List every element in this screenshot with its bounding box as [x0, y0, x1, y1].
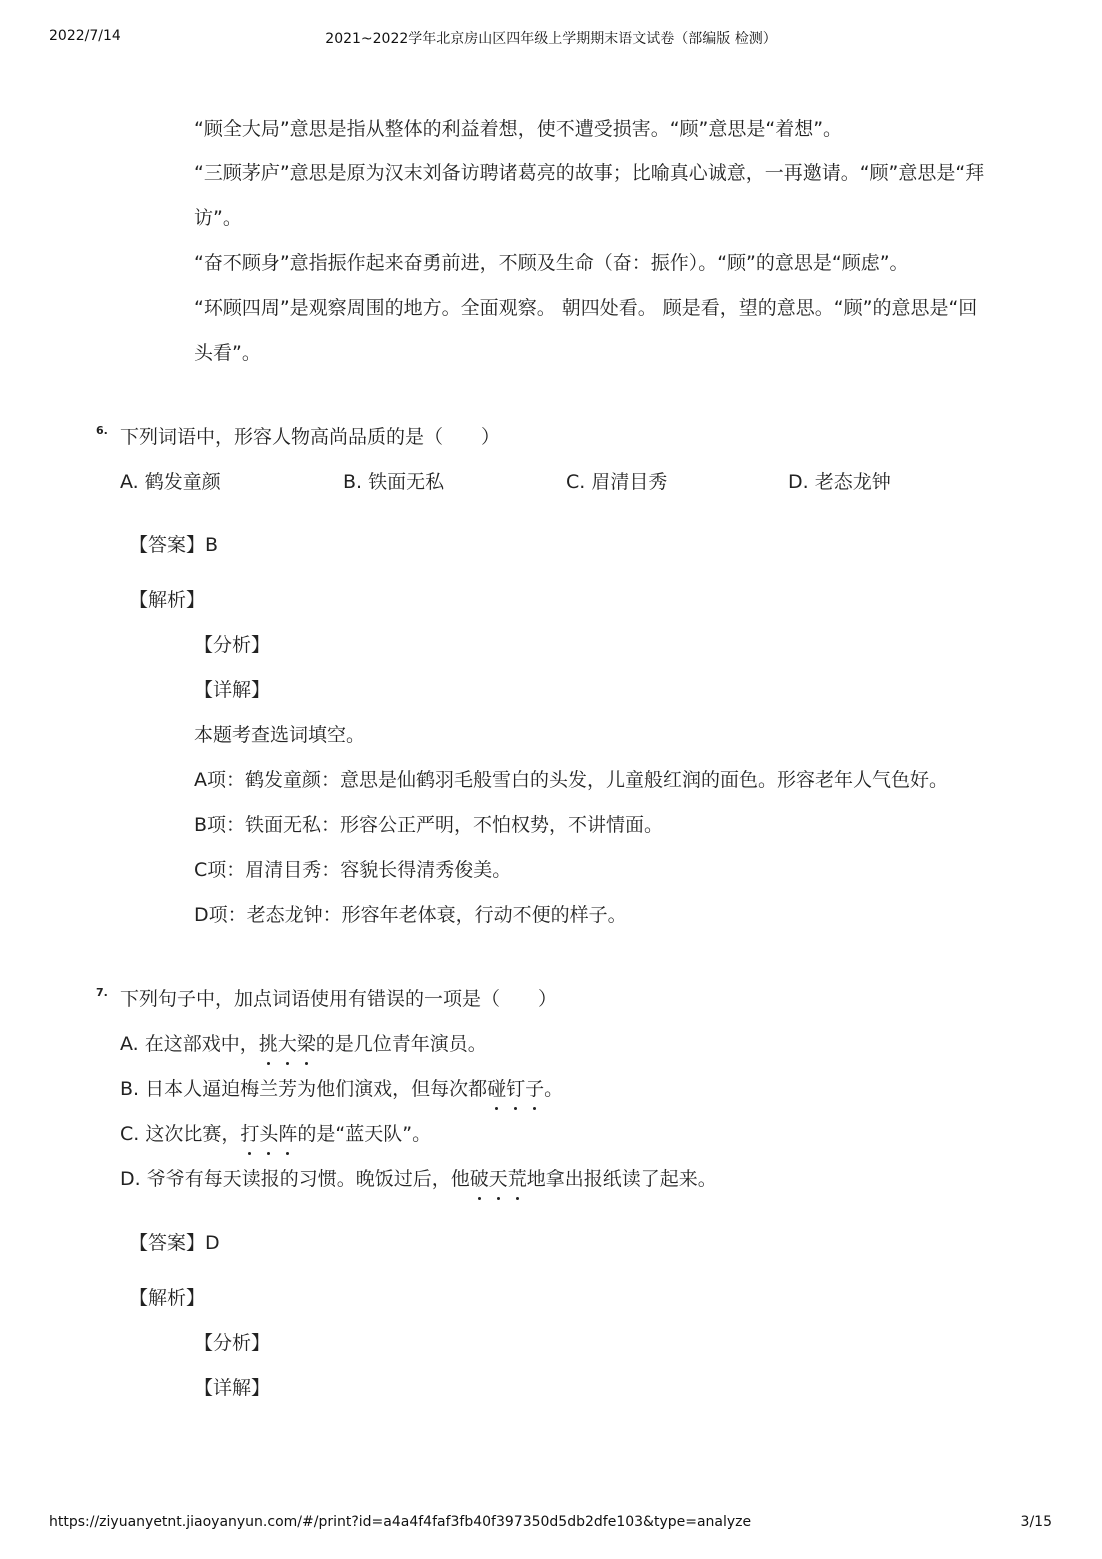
- detail-section-label: 【详解】: [194, 679, 271, 701]
- dotted-character: 子: [525, 1078, 545, 1100]
- option-c: C. 眉清目秀: [566, 471, 668, 493]
- analysis-section-label: 【分析】: [194, 634, 271, 656]
- option-a: A. 鹤发童颜: [120, 471, 221, 493]
- dotted-character: 破: [469, 1168, 489, 1190]
- detail-line: A项：鹤发童颜：意思是仙鹤羽毛般雪白的头发，儿童般红润的面色。形容老年人气色好。: [194, 769, 948, 791]
- option-text: D. 爷爷有每天读报的习惯。晚饭过后，他: [120, 1168, 470, 1190]
- detail-line: 本题考查选词填空。: [194, 724, 366, 746]
- analysis-heading: 【解析】: [129, 589, 206, 611]
- option-text: 的是“蓝天队”。: [297, 1123, 432, 1145]
- explanation-line: “顾全大局”意思是指从整体的利益着想，使不遭受损害。“顾”意思是“着想”。: [194, 118, 843, 140]
- explanation-line: “奋不顾身”意指振作起来奋勇前进，不顾及生命（奋：振作）。“顾”的意思是“顾虑”。: [194, 252, 909, 274]
- analysis-heading: 【解析】: [129, 1287, 206, 1309]
- explanation-line: 访”。: [194, 207, 242, 229]
- dotted-character: 打: [240, 1123, 260, 1145]
- question-text: 下列句子中，加点词语使用有错误的一项是（ ）: [120, 988, 558, 1010]
- answer-label: 【答案】D: [129, 1232, 220, 1254]
- detail-section-label: 【详解】: [194, 1377, 271, 1399]
- option-text: B. 日本人逼迫梅兰芳为他们演戏，但每次都: [120, 1078, 488, 1100]
- dotted-character: 头: [259, 1123, 279, 1145]
- option-d: [120, 1167, 717, 1191]
- option-text: C. 这次比赛，: [120, 1123, 241, 1145]
- dotted-character: 大: [277, 1033, 297, 1055]
- dotted-character: 阵: [278, 1123, 298, 1145]
- option-text: 地拿出报纸读了起来。: [526, 1168, 717, 1190]
- footer-url[interactable]: https://ziyuanyetnt.jiaoyanyun.com/#/print?id=a4a4f4faf3fb40f397350d5db2dfe103&type=analyze: [49, 1514, 752, 1530]
- option-c: [120, 1122, 431, 1146]
- header-date: 2022/7/14: [49, 28, 121, 44]
- option-text: 的是几位青年演员。: [315, 1033, 487, 1055]
- question-text: 下列词语中，形容人物高尚品质的是（ ）: [120, 426, 501, 448]
- option-d: D. 老态龙钟: [788, 471, 891, 493]
- explanation-line: “环顾四周”是观察周围的地方。全面观察。 朝四处看。 顾是看，望的意思。“顾”的意思是“回: [194, 297, 978, 319]
- answer-label: 【答案】B: [129, 534, 219, 556]
- explanation-line: “三顾茅庐”意思是原为汉末刘备访聘诸葛亮的故事；比喻真心诚意，一再邀请。“顾”意思是“拜: [194, 162, 985, 184]
- option-a: [120, 1032, 487, 1056]
- dotted-character: 碰: [487, 1078, 507, 1100]
- analysis-section-label: 【分析】: [194, 1332, 271, 1354]
- dotted-character: 梁: [296, 1033, 316, 1055]
- dotted-character: 荒: [507, 1168, 527, 1190]
- question-number: 7.: [96, 986, 108, 999]
- dotted-character: 挑: [258, 1033, 278, 1055]
- option-b: [120, 1077, 563, 1101]
- question-number: 6.: [96, 424, 108, 437]
- explanation-line: 头看”。: [194, 342, 261, 364]
- option-text: A. 在这部戏中，: [120, 1033, 259, 1055]
- option-b: B. 铁面无私: [343, 471, 445, 493]
- header-title: 2021~2022学年北京房山区四年级上学期期末语文试卷（部编版 检测）: [325, 31, 777, 47]
- dotted-character: 钉: [506, 1078, 526, 1100]
- option-text: 。: [544, 1078, 564, 1100]
- detail-line: D项：老态龙钟：形容年老体衰，行动不便的样子。: [194, 904, 627, 926]
- page-number: 3/15: [1020, 1514, 1052, 1530]
- detail-line: C项：眉清目秀：容貌长得清秀俊美。: [194, 859, 512, 881]
- dotted-character: 天: [488, 1168, 508, 1190]
- detail-line: B项：铁面无私：形容公正严明，不怕权势，不讲情面。: [194, 814, 664, 836]
